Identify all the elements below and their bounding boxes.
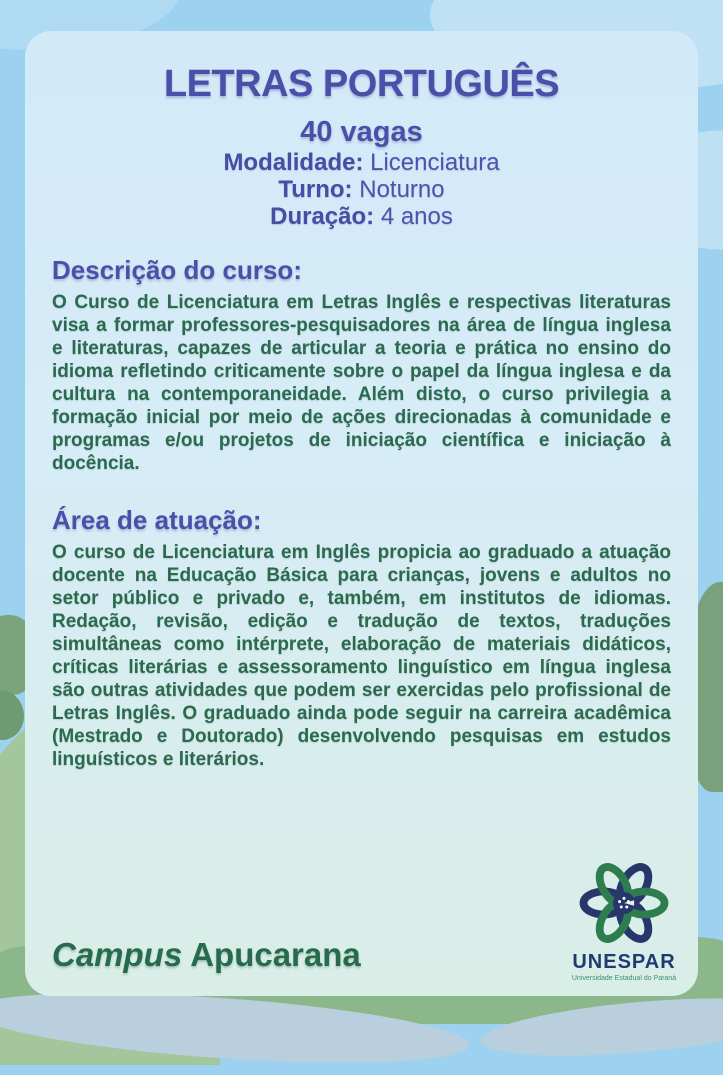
unespar-logo [564,857,684,982]
unespar-flower-icon [576,857,672,949]
section-heading-descricao: Descrição do curso: [52,255,302,285]
duracao-label: Duração: [270,203,375,230]
section-body-area: O curso de Licenciatura em Inglês propicia ao graduado a atuação docente na Educação Básica para crianças, jovens e adultos no setor público e privado e, também, em institutos de idiomas. Redação, revisão, edição e tradução de textos, traduções simultâneas como intérprete, elaboração de materiais didáticos, críticas literárias e assessoramento linguístico em língua inglesa são outras atividades que podem ser exercidas pelo profissional de Letras Inglês. O graduado ainda pode seguir na carreira acadêmica (Mestrado e Doutorado) desenvolvendo pesquisas em estudos linguísticos e literários. [52,542,671,770]
campus-word: Campus [52,936,183,973]
duracao-value: 4 anos [380,203,453,230]
campus-label [52,936,361,974]
course-card [25,31,698,996]
campus-name: Apucarana [190,936,361,973]
info-row-duracao [52,203,671,230]
info-row-turno [52,176,671,203]
section-heading-area: Área de atuação: [52,505,262,535]
unespar-wordmark: UNESPAR [572,951,676,973]
turno-label: Turno: [278,176,353,203]
turno-value: Noturno [359,176,445,203]
modalidade-label: Modalidade: [223,149,364,176]
vacancies-text: 40 vagas [300,116,423,148]
unespar-tagline: Universidade Estadual do Paraná [571,975,677,982]
modalidade-value: Licenciatura [370,149,500,176]
section-body-descricao: O Curso de Licenciatura em Letras Inglês e respectivas literaturas visa a formar professores-pesquisadores na área de língua inglesa e literaturas, capazes de articular a teoria e prática no ensino do idioma refletindo criticamente sobre o papel da língua inglesa e da cultura na contemporaneidade. Além disto, o curso privilegia a formação inicial por meio de ações direcionadas à comunidade e programas e/ou projetos de iniciação científica e iniciação à docência. [52,292,671,474]
course-title: LETRAS PORTUGUÊS [163,63,560,105]
info-row-modalidade [52,149,671,176]
